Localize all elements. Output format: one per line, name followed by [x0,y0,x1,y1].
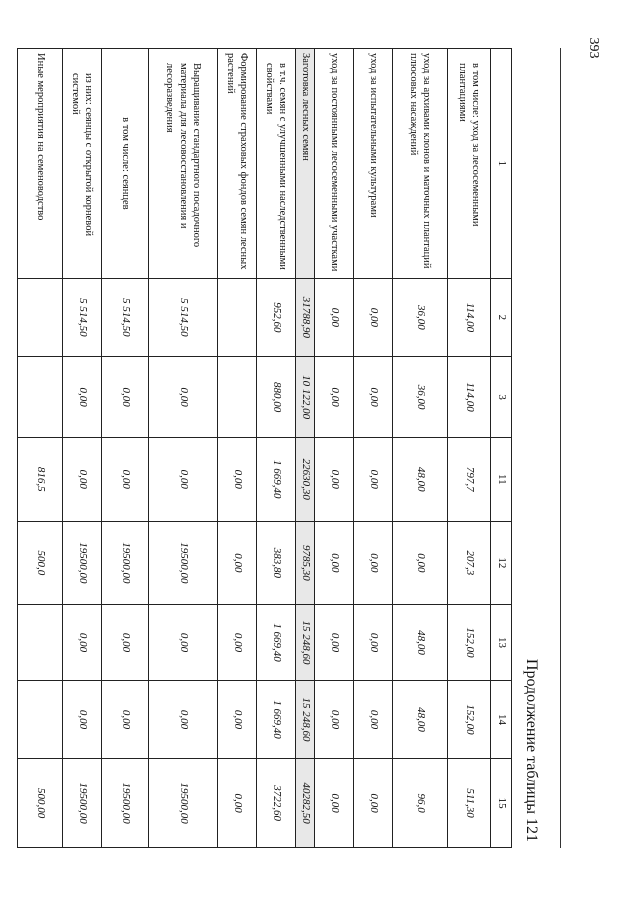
table-row [149,49,218,848]
table-row [102,49,149,848]
cell-value: 152,00 [448,605,491,681]
cell-value: 0,00 [218,605,257,681]
page-rule [560,48,561,848]
cell-value: 0,00 [102,605,149,681]
cell-value: 0,00 [218,759,257,848]
cell-value: 0,00 [354,759,393,848]
cell-value [18,278,63,356]
cell-value: 48,00 [393,438,448,522]
column-header: 2 [491,278,512,356]
table-row [315,49,354,848]
cell-value: 36,00 [393,357,448,438]
cell-value: 207,3 [448,521,491,605]
cell-value: 0,00 [63,680,102,758]
cell-value: 952,60 [257,278,296,356]
cell-value: 1 669,40 [257,605,296,681]
row-label: Формирование страховых фондов семян лесных растений [218,49,257,279]
row-label: уход за постоянными лесосеменными участками [315,49,354,279]
column-header: 11 [491,438,512,522]
cell-value: 19500,00 [149,521,218,605]
cell-value: 0,00 [315,605,354,681]
cell-value: 0,00 [354,278,393,356]
page-number: 393 [586,37,601,59]
cell-value [218,357,257,438]
cell-value: 0,00 [149,680,218,758]
table-row [448,49,491,848]
cell-value: 816,5 [18,438,63,522]
cell-value: 114,00 [448,278,491,356]
row-label: уход за архивами клонов и маточных плантаций плюсовых насаждений [393,49,448,279]
column-header: 14 [491,680,512,758]
row-label: Заготовка лесных семян [296,49,315,279]
cell-value [18,357,63,438]
cell-value: 48,00 [393,680,448,758]
row-label: уход за испытательными культурами [354,49,393,279]
table-caption: Продолжение таблицы 121 [523,658,540,842]
table-row [354,49,393,848]
cell-value: 0,00 [63,357,102,438]
cell-value: 19500,00 [63,759,102,848]
cell-value: 797,7 [448,438,491,522]
cell-value: 152,00 [448,680,491,758]
row-label: в т.ч. семян с улучшенными наследственными свойствами [257,49,296,279]
cell-value: 0,00 [354,438,393,522]
column-header: 1 [491,49,512,279]
cell-value: 15 248,60 [296,680,315,758]
cell-value: 0,00 [218,521,257,605]
cell-value: 3722,60 [257,759,296,848]
row-label: в том числе: сеянцев [102,49,149,279]
row-label: из них: сеянцы с открытой корневой системой [63,49,102,279]
cell-value: 0,00 [149,357,218,438]
cell-value: 96,0 [393,759,448,848]
cell-value: 0,00 [354,521,393,605]
cell-value [18,605,63,681]
cell-value [218,278,257,356]
cell-value: 880,00 [257,357,296,438]
cell-value: 0,00 [315,278,354,356]
cell-value: 15 248,60 [296,605,315,681]
cell-value: 0,00 [354,680,393,758]
cell-value: 0,00 [149,605,218,681]
table-row [393,49,448,848]
column-header: 3 [491,357,512,438]
cell-value: 19500,00 [102,521,149,605]
cell-value: 0,00 [218,438,257,522]
cell-value: 19500,00 [102,759,149,848]
cell-value: 22630,30 [296,438,315,522]
table-row [218,49,257,848]
cell-value: 0,00 [102,438,149,522]
cell-value: 383,80 [257,521,296,605]
cell-value: 48,00 [393,605,448,681]
cell-value: 36,00 [393,278,448,356]
cell-value: 511,30 [448,759,491,848]
cell-value: 5 514,50 [102,278,149,356]
cell-value: 0,00 [102,357,149,438]
cell-value: 31788,90 [296,278,315,356]
cell-value: 0,00 [354,605,393,681]
cell-value: 5 514,50 [63,278,102,356]
cell-value: 1 669,40 [257,680,296,758]
table-row [18,49,63,848]
cell-value: 19500,00 [149,759,218,848]
cell-value [18,680,63,758]
data-table [17,48,512,848]
cell-value: 0,00 [149,438,218,522]
cell-value: 500,00 [18,759,63,848]
cell-value: 0,00 [63,605,102,681]
cell-value: 0,00 [393,521,448,605]
cell-value: 10 122,00 [296,357,315,438]
cell-value: 0,00 [315,759,354,848]
cell-value: 0,00 [315,680,354,758]
column-header: 13 [491,605,512,681]
table-header-row [491,49,512,848]
cell-value: 0,00 [102,680,149,758]
cell-value: 0,00 [354,357,393,438]
rotated-page-content [34,48,540,848]
cell-value: 1 669,40 [257,438,296,522]
cell-value: 0,00 [218,680,257,758]
table-row [296,49,315,848]
cell-value: 0,00 [63,438,102,522]
cell-value: 19500,00 [63,521,102,605]
table-row [63,49,102,848]
cell-value: 114,00 [448,357,491,438]
row-label: в том числе: уход за лесосеменными плантациями [448,49,491,279]
table-row [257,49,296,848]
cell-value: 0,00 [315,521,354,605]
cell-value: 0,00 [315,357,354,438]
cell-value: 9785,30 [296,521,315,605]
row-label: Иные мероприятия на семеноводство [18,49,63,279]
cell-value: 40282,50 [296,759,315,848]
column-header: 12 [491,521,512,605]
cell-value: 0,00 [315,438,354,522]
column-header: 15 [491,759,512,848]
cell-value: 500,0 [18,521,63,605]
row-label: Выращивание стандартного посадочного материала для лесовосстановления и лесоразведения [149,49,218,279]
cell-value: 5 514,50 [149,278,218,356]
